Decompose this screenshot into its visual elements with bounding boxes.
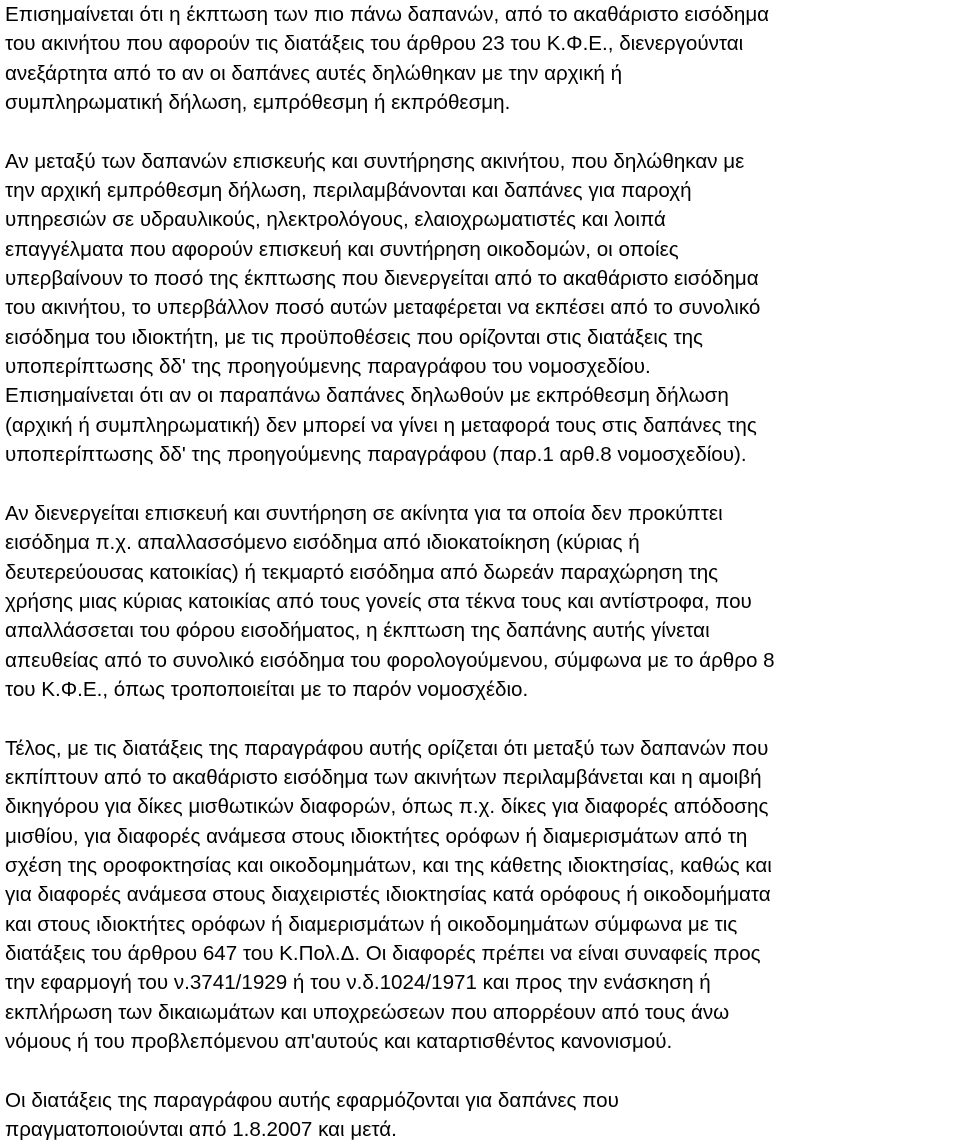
text-line: Τέλος, με τις διατάξεις της παραγράφου αυτής ορίζεται ότι μεταξύ των δαπανών που xyxy=(5,736,769,760)
text-line: Οι διατάξεις της παραγράφου αυτής εφαρμόζονται για δαπάνες που xyxy=(5,1088,619,1112)
text-line: εισόδημα του ιδιοκτήτη, με τις προϋποθέσεις που ορίζονται στις διατάξεις της xyxy=(5,325,703,349)
paragraph-spacer xyxy=(5,704,960,733)
text-line: και στους ιδιοκτήτες ορόφων ή διαμερισμάτων ή οικοδομημάτων σύμφωνα με τις xyxy=(5,912,738,936)
text-line: μισθίου, για διαφορές ανάμεσα στους ιδιοκτήτες ορόφων ή διαμερισμάτων από τη xyxy=(5,824,748,848)
text-line: υποπερίπτωσης δδ' της προηγούμενης παραγράφου (παρ.1 αρθ.8 νομοσχεδίου). xyxy=(5,443,747,467)
text-line: απαλλάσσεται του φόρου εισοδήματος, η έκπτωση της δαπάνης αυτής γίνεται xyxy=(5,619,710,643)
document-body xyxy=(5,0,960,1144)
paragraph-3 xyxy=(5,499,960,704)
text-line: δευτερεύουσας κατοικίας) ή τεκμαρτό εισόδημα από δωρεάν παραχώρηση της xyxy=(5,560,719,584)
text-line: Αν διενεργείται επισκευή και συντήρηση σε ακίνητα για τα οποία δεν προκύπτει xyxy=(5,501,723,525)
paragraph-1 xyxy=(5,0,960,117)
text-line: νόμους ή του προβλεπόμενου απ'αυτούς και καταρτισθέντος κανονισμού. xyxy=(5,1030,673,1054)
text-line: εκπλήρωση των δικαιωμάτων και υποχρεώσεων που απορρέουν από τους άνω xyxy=(5,1000,730,1024)
text-line: εισόδημα π.χ. απαλλασσόμενο εισόδημα από ιδιοκατοίκηση (κύριας ή xyxy=(5,531,640,555)
text-line: (αρχική ή συμπληρωματική) δεν μπορεί να γίνει η μεταφορά τους στις δαπάνες της xyxy=(5,413,757,437)
text-line: υπηρεσιών σε υδραυλικούς, ηλεκτρολόγους, ελαιοχρωματιστές και λοιπά xyxy=(5,208,666,232)
text-line: του ακινήτου, το υπερβάλλον ποσό αυτών μεταφέρεται να εκπέσει από το συνολικό xyxy=(5,296,761,320)
text-line: δικηγόρου για δίκες μισθωτικών διαφορών, όπως π.χ. δίκες για διαφορές απόδοσης xyxy=(5,795,769,819)
text-line: Επισημαίνεται ότι αν οι παραπάνω δαπάνες δηλωθούν με εκπρόθεσμη δήλωση xyxy=(5,384,729,408)
text-line: εκπίπτουν από το ακαθάριστο εισόδημα των ακινήτων περιλαμβάνεται και η αμοιβή xyxy=(5,765,762,789)
paragraph-2 xyxy=(5,147,960,470)
text-line: υπερβαίνουν το ποσό της έκπτωσης που διενεργείται από το ακαθάριστο εισόδημα xyxy=(5,267,759,291)
text-line: την εφαρμογή του ν.3741/1929 ή του ν.δ.1024/1971 και προς την ενάσκηση ή xyxy=(5,971,711,995)
text-line: σχέση της οροφοκτησίας και οικοδομημάτων, και της κάθετης ιδιοκτησίας, καθώς και xyxy=(5,853,772,877)
text-line: χρήσης μιας κύριας κατοικίας από τους γονείς στα τέκνα τους και αντίστροφα, που xyxy=(5,589,752,613)
text-line: του ακινήτου που αφορούν τις διατάξεις του άρθρου 23 του Κ.Φ.Ε., διενεργούνται xyxy=(5,32,744,56)
paragraph-spacer xyxy=(5,117,960,146)
text-line: υποπερίπτωσης δδ' της προηγούμενης παραγράφου του νομοσχεδίου. xyxy=(5,355,651,379)
text-line: επαγγέλματα που αφορούν επισκευή και συντήρηση οικοδομών, οι οποίες xyxy=(5,237,679,261)
text-line: για διαφορές ανάμεσα στους διαχειριστές ιδιοκτησίας κατά ορόφους ή οικοδομήματα xyxy=(5,883,771,907)
text-line: Επισημαίνεται ότι η έκπτωση των πιο πάνω δαπανών, από το ακαθάριστο εισόδημα xyxy=(5,3,770,26)
text-line: Αν μεταξύ των δαπανών επισκευής και συντήρησης ακινήτου, που δηλώθηκαν με xyxy=(5,149,745,173)
paragraph-spacer xyxy=(5,470,960,499)
text-line: του Κ.Φ.Ε., όπως τροποποιείται με το παρόν νομοσχέδιο. xyxy=(5,677,529,701)
text-line: την αρχική εμπρόθεσμη δήλωση, περιλαμβάνονται και δαπάνες για παροχή xyxy=(5,179,692,203)
paragraph-5 xyxy=(5,1086,960,1144)
text-line: πραγματοποιούνται από 1.8.2007 και μετά. xyxy=(5,1118,397,1142)
text-line: ανεξάρτητα από το αν οι δαπάνες αυτές δηλώθηκαν με την αρχική ή xyxy=(5,61,623,85)
paragraph-4 xyxy=(5,734,960,1057)
text-line: συμπληρωματική δήλωση, εμπρόθεσμη ή εκπρόθεσμη. xyxy=(5,91,511,115)
paragraph-spacer xyxy=(5,1056,960,1085)
text-line: διατάξεις του άρθρου 647 του Κ.Πολ.Δ. Οι διαφορές πρέπει να είναι συναφείς προς xyxy=(5,942,761,965)
text-line: απευθείας από το συνολικό εισόδημα του φορολογούμενου, σύμφωνα με το άρθρο 8 xyxy=(5,648,775,672)
